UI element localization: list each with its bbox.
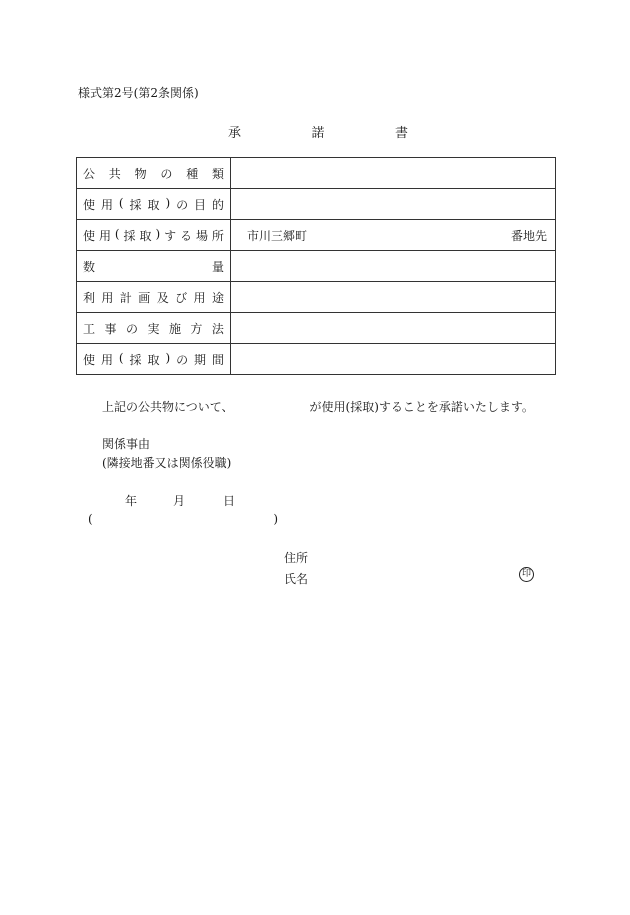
label-char: 用 <box>100 197 113 212</box>
label-char: 間 <box>211 352 224 367</box>
row-value-field[interactable] <box>231 282 556 313</box>
row-label-text <box>83 227 224 244</box>
label-char: 類 <box>211 166 224 181</box>
seal-icon: 印 <box>519 567 534 582</box>
label-char: 数 <box>83 259 96 274</box>
label-char: ( <box>114 226 120 241</box>
label-char: 取 <box>139 228 152 243</box>
row-label <box>77 344 231 375</box>
label-char: 使 <box>83 352 96 367</box>
label-char: ( <box>118 195 124 210</box>
row-label <box>77 189 231 220</box>
label-char: る <box>180 228 193 243</box>
row-value-field[interactable] <box>231 344 556 375</box>
label-char: 用 <box>100 352 113 367</box>
paren-close: ) <box>273 512 278 526</box>
date-day: 日 <box>223 494 236 508</box>
row-label-text <box>83 320 224 337</box>
label-char: 使 <box>83 228 96 243</box>
row-value-field[interactable] <box>231 220 556 251</box>
title-char: 諾 <box>311 126 325 141</box>
row-label <box>77 282 231 313</box>
signer-block <box>284 548 308 590</box>
label-char: 用 <box>98 228 111 243</box>
relation-label: 関係事由 <box>102 437 151 451</box>
label-char: 取 <box>147 352 160 367</box>
table-row <box>77 189 556 220</box>
label-char: 工 <box>83 321 96 336</box>
label-char: 法 <box>211 321 224 336</box>
row-value-field[interactable] <box>231 313 556 344</box>
label-char: 採 <box>123 228 136 243</box>
label-char: の <box>125 321 138 336</box>
row-label <box>77 313 231 344</box>
row-value-field[interactable] <box>231 251 556 282</box>
table-row <box>77 344 556 375</box>
address-label: 住所 <box>284 551 309 565</box>
row-label-text <box>83 258 224 275</box>
paren-open: ( <box>88 512 93 526</box>
label-char: 実 <box>147 321 160 336</box>
relation-paren-field[interactable] <box>88 512 278 526</box>
table-row <box>77 313 556 344</box>
label-char: の <box>160 166 173 181</box>
name-label: 氏名 <box>284 572 309 586</box>
row-label-text <box>83 196 224 213</box>
table-row <box>77 251 556 282</box>
town-name: 市川三郷町 <box>247 228 308 243</box>
row-label-text <box>83 289 224 306</box>
row-label <box>77 158 231 189</box>
statement-post: が使用(採取)することを承諾いたします。 <box>309 400 534 414</box>
label-char: ) <box>165 195 171 210</box>
label-char: の <box>176 352 189 367</box>
lot-suffix: 番地先 <box>510 228 547 243</box>
label-char: 計 <box>119 290 132 305</box>
label-char: ( <box>118 350 124 365</box>
row-value-field[interactable] <box>231 189 556 220</box>
label-char: 量 <box>211 259 224 274</box>
document-title <box>228 122 408 141</box>
relation-sub: (隣接地番又は関係役職) <box>102 456 232 470</box>
label-char: 物 <box>134 166 147 181</box>
label-char: び <box>175 290 188 305</box>
row-label-text <box>83 351 224 368</box>
label-char: す <box>164 228 177 243</box>
title-char: 承 <box>228 126 242 141</box>
label-char: 用 <box>101 290 114 305</box>
row-label <box>77 251 231 282</box>
row-value-field[interactable] <box>231 158 556 189</box>
title-char: 書 <box>394 126 408 141</box>
label-char: 利 <box>83 290 96 305</box>
place-value <box>239 227 547 244</box>
consent-statement <box>102 398 542 415</box>
label-char: 公 <box>83 166 96 181</box>
row-label <box>77 220 231 251</box>
label-char: 及 <box>156 290 169 305</box>
label-char: 画 <box>138 290 151 305</box>
label-char: 途 <box>211 290 224 305</box>
label-char: 採 <box>129 352 142 367</box>
label-char: 用 <box>193 290 206 305</box>
table-row <box>77 282 556 313</box>
label-char: 的 <box>211 197 224 212</box>
statement-pre: 上記の公共物について、 <box>102 400 234 414</box>
label-char: 施 <box>168 321 181 336</box>
label-char: 取 <box>147 197 160 212</box>
date-month: 月 <box>173 494 186 508</box>
label-char: 使 <box>83 197 96 212</box>
label-char: ) <box>165 350 171 365</box>
label-char: の <box>176 197 189 212</box>
label-char: 方 <box>190 321 203 336</box>
label-char: 目 <box>194 197 207 212</box>
label-char: 採 <box>129 197 142 212</box>
label-char: 期 <box>194 352 207 367</box>
row-label-text <box>83 165 224 182</box>
label-char: 事 <box>104 321 117 336</box>
label-char: 場 <box>195 228 208 243</box>
table-row <box>77 220 556 251</box>
consent-table <box>76 157 556 375</box>
label-char: ) <box>155 226 161 241</box>
label-char: 所 <box>211 228 224 243</box>
date-year: 年 <box>125 494 138 508</box>
label-char: 種 <box>186 166 199 181</box>
relation-reason <box>102 435 231 473</box>
date-line <box>125 492 235 509</box>
label-char: 共 <box>108 166 121 181</box>
table-row <box>77 158 556 189</box>
form-number: 様式第2号(第2条関係) <box>78 86 199 100</box>
